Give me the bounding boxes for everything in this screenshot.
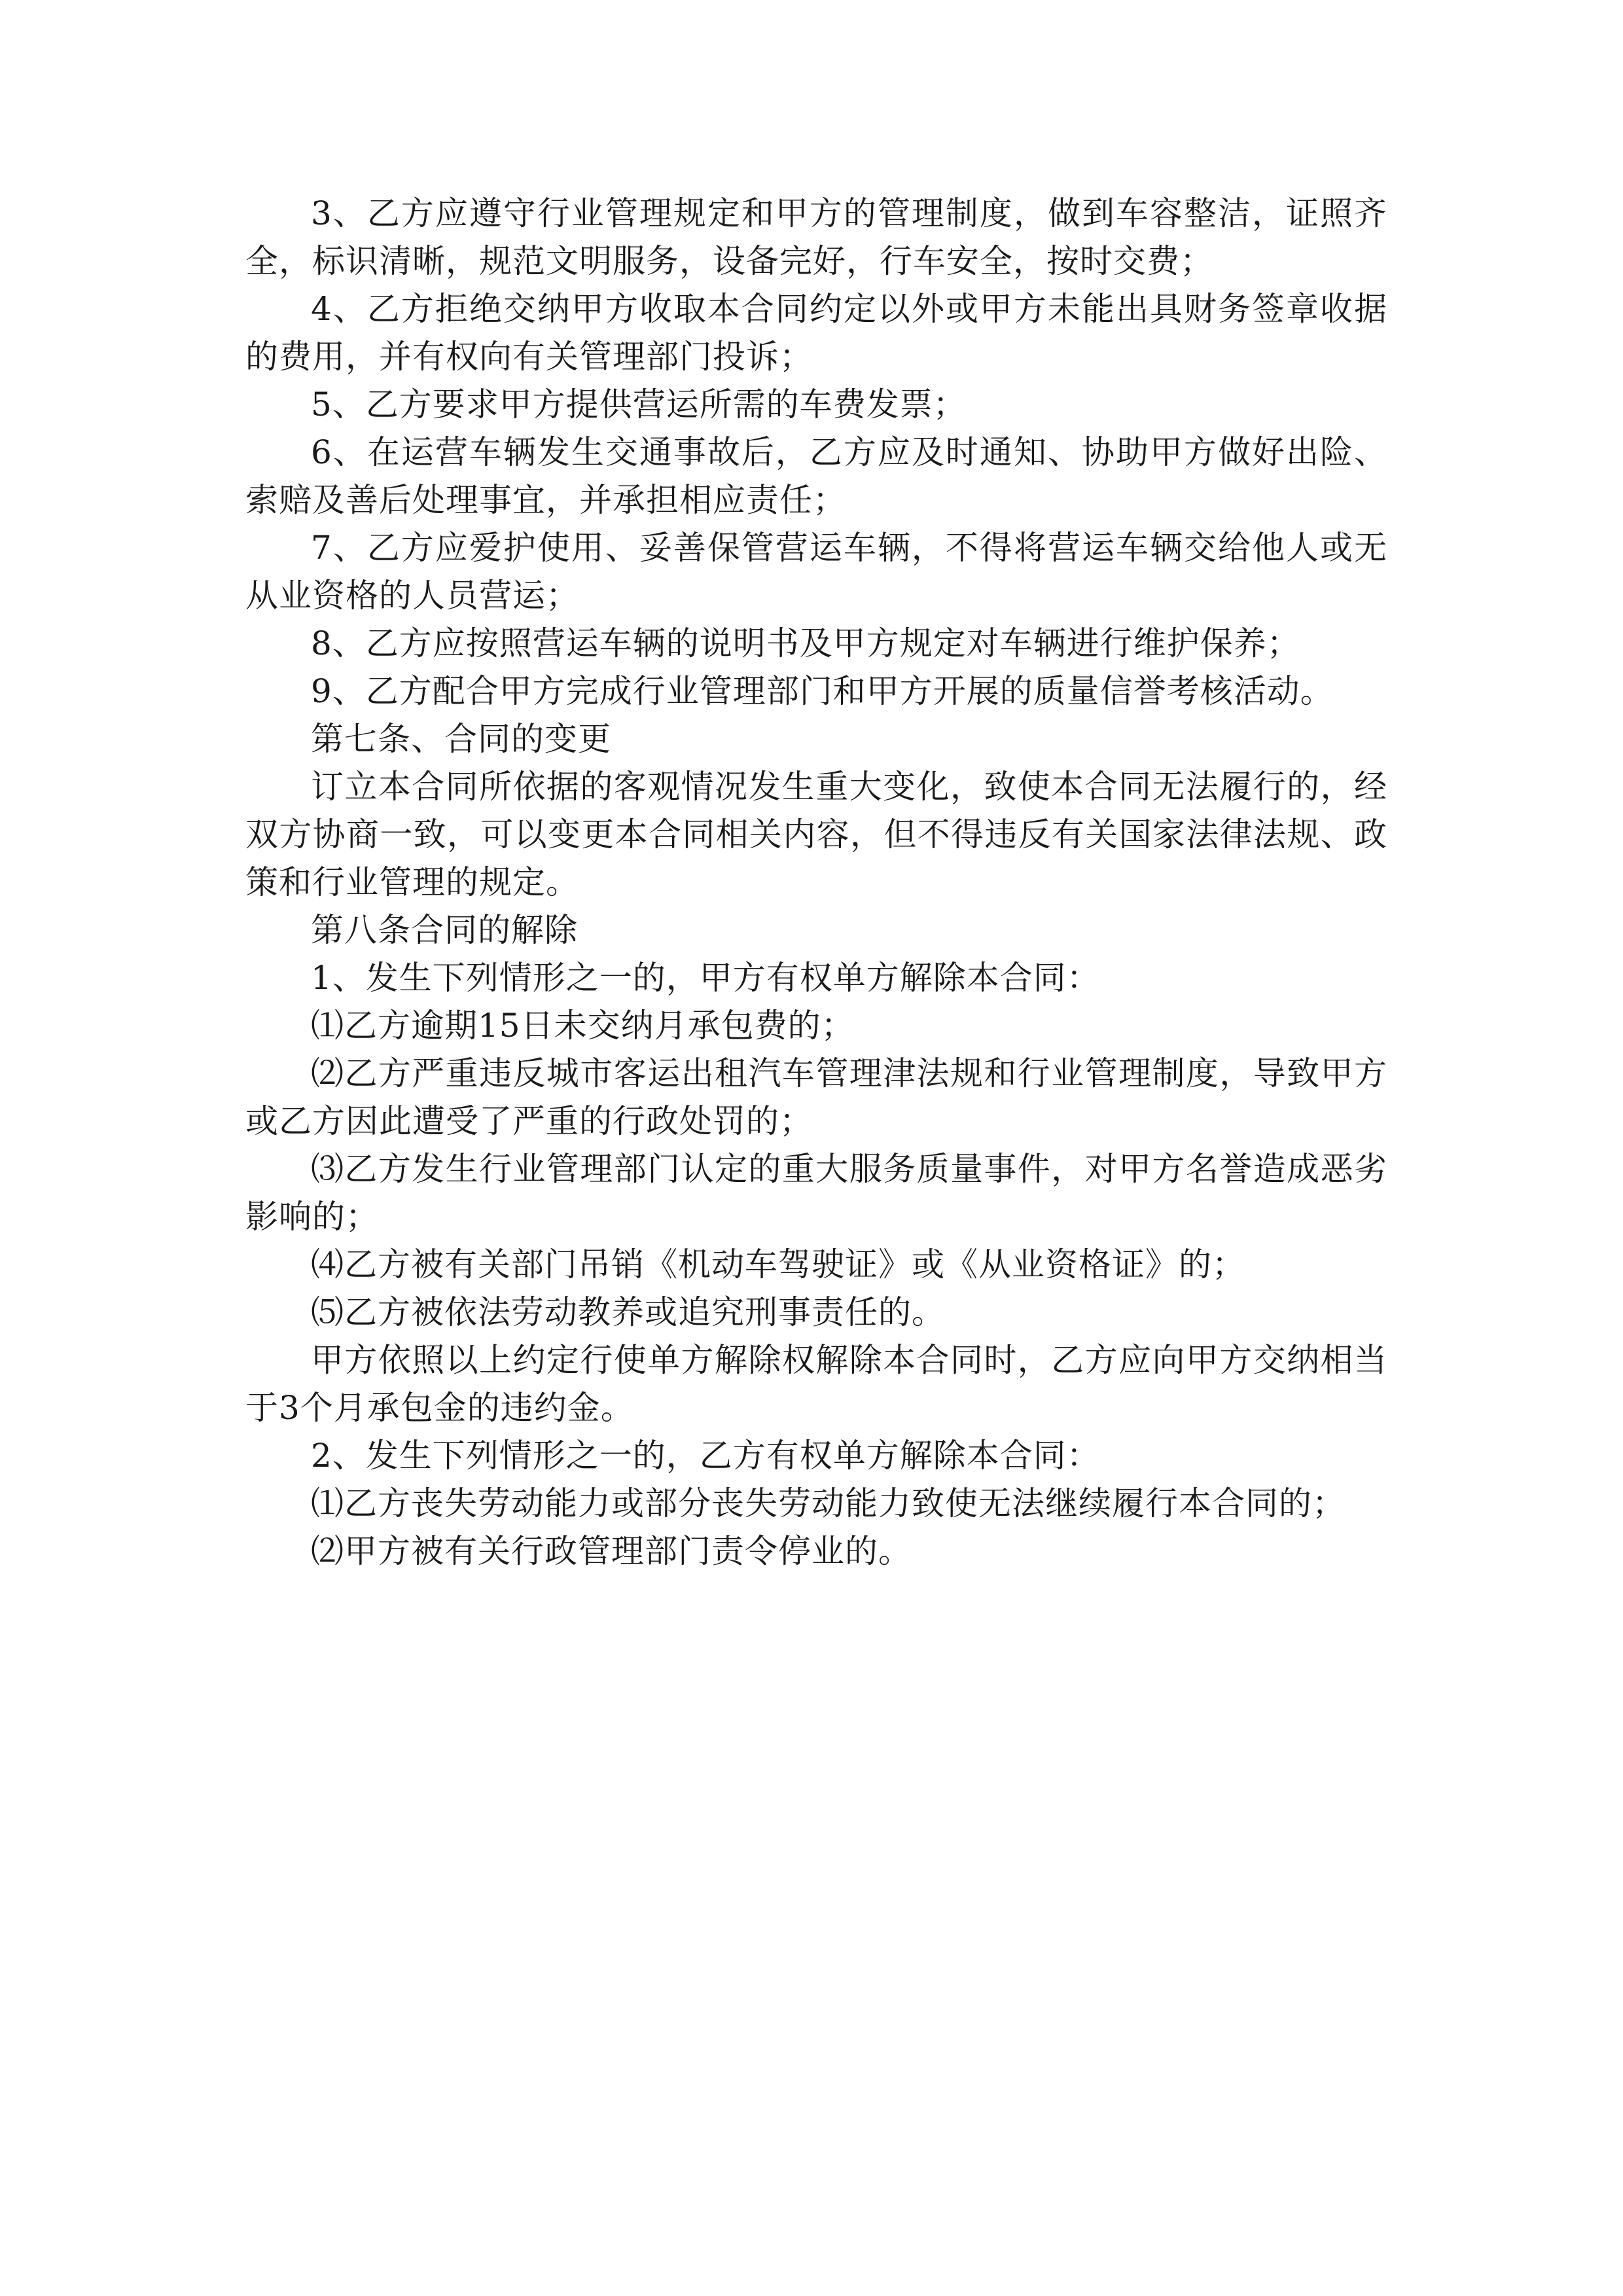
clause-3: 3、乙方应遵守行业管理规定和甲方的管理制度，做到车容整洁，证照齐全，标识清晰，规范文明服务，设备完好，行车安全，按时交费； xyxy=(245,194,1387,280)
article-7-body: 订立本合同所依据的客观情况发生重大变化，致使本合同无法履行的，经双方协商一致，可以变更本合同相关内容，但不得违反有关国家法律法规、政策和行业管理的规定。 xyxy=(245,768,1387,901)
article-8-item-1-sub-5: ⑸乙方被依法劳动教养或追究刑事责任的。 xyxy=(311,1293,945,1331)
clause-6: 6、在运营车辆发生交通事故后，乙方应及时通知、协助甲方做好出险、索赔及善后处理事宜，并承担相应责任； xyxy=(245,433,1387,519)
article-8-heading: 第八条合同的解除 xyxy=(311,911,578,949)
article-8-item-1: 1、发生下列情形之一的，甲方有权单方解除本合同： xyxy=(311,959,1100,997)
article-8-item-1-sub-2: ⑵乙方严重违反城市客运出租汽车管理津法规和行业管理制度，导致甲方或乙方因此遭受了严重的行政处罚的； xyxy=(245,1054,1387,1140)
clause-9: 9、乙方配合甲方完成行业管理部门和甲方开展的质量信誉考核活动。 xyxy=(311,672,1334,710)
article-8-item-2: 2、发生下列情形之一的，乙方有权单方解除本合同： xyxy=(311,1437,1100,1475)
clause-4: 4、乙方拒绝交纳甲方收取本合同约定以外或甲方未能出具财务签章收据的费用，并有权向有关管理部门投诉； xyxy=(245,290,1387,376)
article-7-heading: 第七条、合同的变更 xyxy=(311,720,611,758)
clause-7: 7、乙方应爱护使用、妥善保管营运车辆，不得将营运车辆交给他人或无从业资格的人员营运； xyxy=(245,529,1387,615)
clause-8: 8、乙方应按照营运车辆的说明书及甲方规定对车辆进行维护保养； xyxy=(311,624,1300,662)
penalty-paragraph: 甲方依照以上约定行使单方解除权解除本合同时，乙方应向甲方交纳相当于3个月承包金的违约金。 xyxy=(245,1341,1387,1427)
article-8-item-2-sub-2: ⑵甲方被有关行政管理部门责令停业的。 xyxy=(311,1532,912,1570)
article-8-item-1-sub-1: ⑴乙方逾期15日未交纳月承包费的； xyxy=(311,1007,855,1045)
article-8-item-2-sub-1: ⑴乙方丧失劳动能力或部分丧失劳动能力致使无法继续履行本合同的； xyxy=(311,1484,1346,1522)
clause-5: 5、乙方要求甲方提供营运所需的车费发票； xyxy=(311,386,967,423)
article-8-item-1-sub-3: ⑶乙方发生行业管理部门认定的重大服务质量事件，对甲方名誉造成恶劣影响的； xyxy=(245,1150,1387,1236)
document-page xyxy=(245,190,1387,1575)
article-8-item-1-sub-4: ⑷乙方被有关部门吊销《机动车驾驶证》或《从业资格证》的； xyxy=(311,1246,1245,1283)
